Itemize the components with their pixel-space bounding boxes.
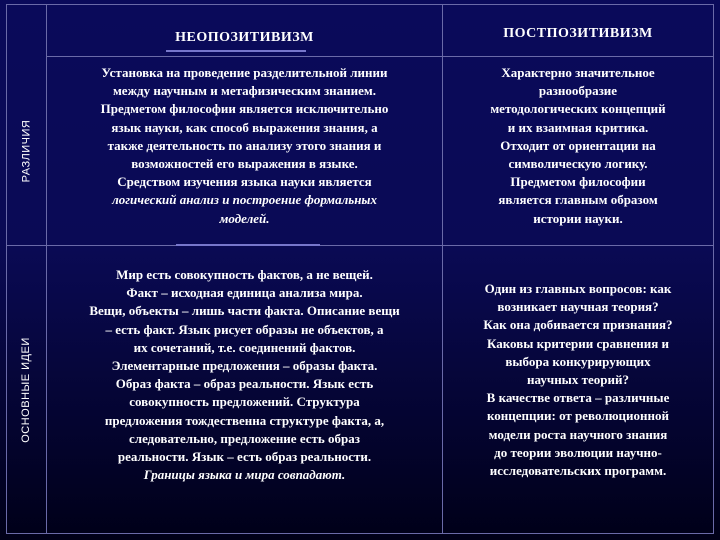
grid-line <box>6 4 714 5</box>
header-neopositivism: НЕОПОЗИТИВИЗМ <box>175 30 314 45</box>
comparison-table <box>6 4 714 534</box>
main-ideas-neo-text: Мир есть совокупность фактов, а не вещей. Факт – исходная единица анализа мира. Вещи, объекты – лишь части факта. Описание вещи – есть факт. Язык рисует образы не объектов, а их сочетаний, т.е. соединений фактов. Элементарные предложения – образы факта. Образ факта – образ реальности. Язык есть совокупность предложений. Структура предложения тождественна структуре факта, а, следовательно, предложение есть образ реальности. Язык – есть образ реальности. Границы языка и мира совпадают. <box>89 267 400 483</box>
main-ideas-post-text: Один из главных вопросов: как возникает научная теория? Как она добивается признания? Каковы критерии сравнения и выбора конкурирующих научных теорий? В качестве ответа – различные концепции: от революционной модели роста научного знания до теории эволюции научно- исследовательских программ. <box>483 281 673 479</box>
header-underline <box>166 50 306 52</box>
differences-neo-text: Установка на проведение разделительной линии между научным и метафизическим знанием. Предметом философии является исключительно язык науки, как способ выражения знания, а также деятельность по анализу этого знания и возможностей его выражения в языке. Средством изучения языка науки является логический анализ и построение формальных моделей. <box>100 65 389 226</box>
row-label-main-ideas: ОСНОВНЫЕ ИДЕИ <box>20 336 33 443</box>
grid-line <box>713 4 714 534</box>
cell-underline <box>176 244 320 246</box>
row-label-differences: РАЗЛИЧИЯ <box>20 119 32 183</box>
grid-line <box>46 56 714 57</box>
grid-line <box>6 245 714 246</box>
differences-post-text: Характерно значительное разнообразие методологических концепций и их взаимная критика. Отходит от ориентации на символическую логику. Предметом философии является главным образом истории науки. <box>490 65 666 226</box>
grid-line <box>6 533 714 534</box>
header-postpositivism: ПОСТПОЗИТИВИЗМ <box>503 26 653 41</box>
